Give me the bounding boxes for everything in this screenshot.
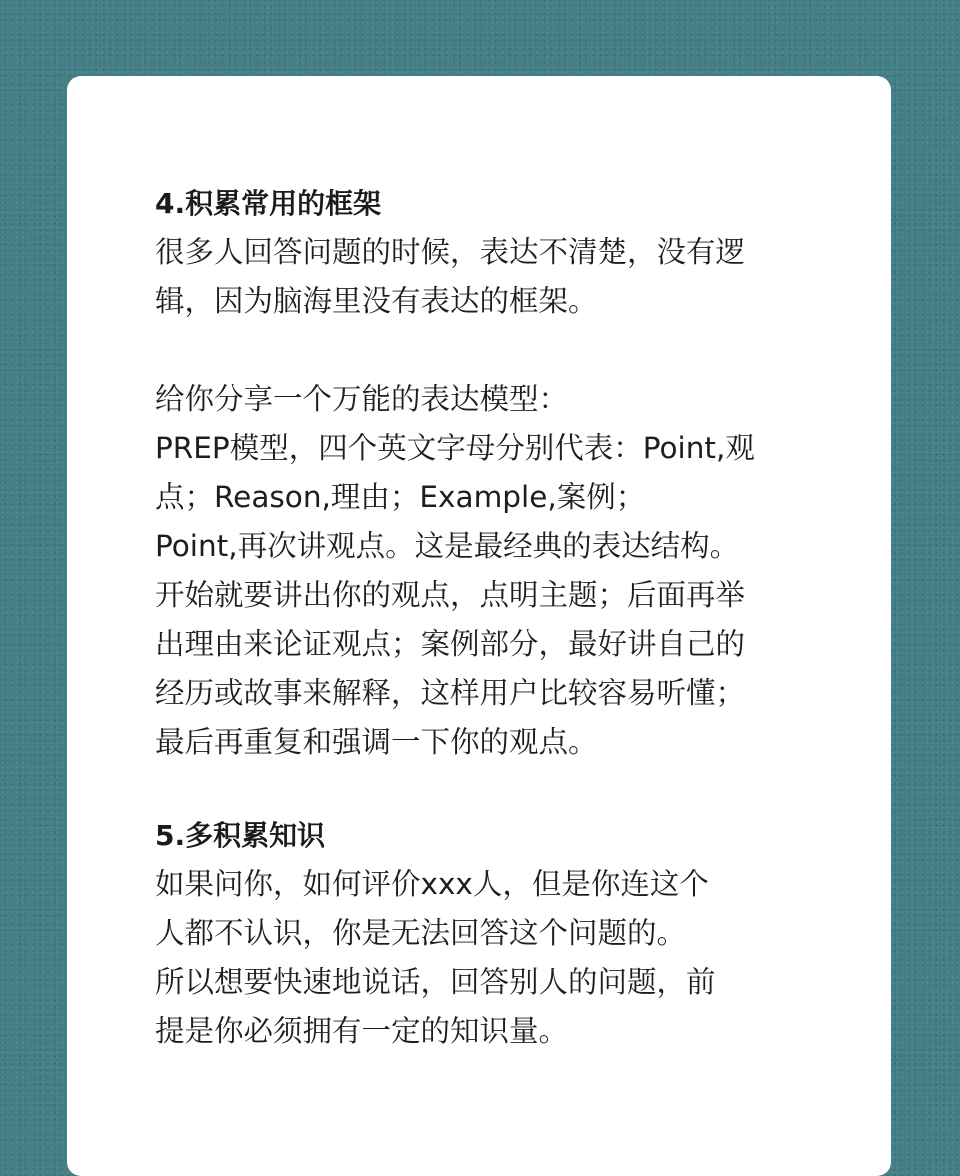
text-line: 辑，因为脑海里没有表达的框架。 — [155, 284, 598, 318]
text-line: PREP模型，四个英文字母分别代表：Point,观 — [155, 431, 755, 465]
text-line: 给你分享一个万能的表达模型： — [155, 382, 569, 416]
section-heading: 4.积累常用的框架 — [155, 187, 382, 220]
section-heading: 5.多积累知识 — [155, 819, 326, 852]
text-line: 点；Reason,理由；Example,案例； — [155, 480, 646, 514]
text-line: 最后再重复和强调一下你的观点。 — [155, 725, 598, 759]
section-frameworks — [155, 179, 851, 767]
paragraph-gap — [155, 326, 851, 375]
content-card — [67, 76, 891, 1176]
text-line: 开始就要讲出你的观点，点明主题；后面再举 — [155, 578, 746, 612]
text-line: Point,再次讲观点。这是最经典的表达结构。 — [155, 529, 740, 563]
section-knowledge — [155, 811, 851, 1056]
text-line: 很多人回答问题的时候，表达不清楚，没有逻 — [155, 235, 746, 269]
text-line: 如果问你，如何评价xxx人，但是你连这个 — [155, 867, 709, 901]
text-line: 出理由来论证观点；案例部分，最好讲自己的 — [155, 627, 746, 661]
text-line: 经历或故事来解释，这样用户比较容易听懂； — [155, 676, 746, 710]
section-gap — [155, 767, 851, 811]
text-line: 人都不认识，你是无法回答这个问题的。 — [155, 916, 687, 950]
text-line: 提是你必须拥有一定的知识量。 — [155, 1014, 569, 1048]
text-line: 所以想要快速地说话，回答别人的问题，前 — [155, 965, 716, 999]
